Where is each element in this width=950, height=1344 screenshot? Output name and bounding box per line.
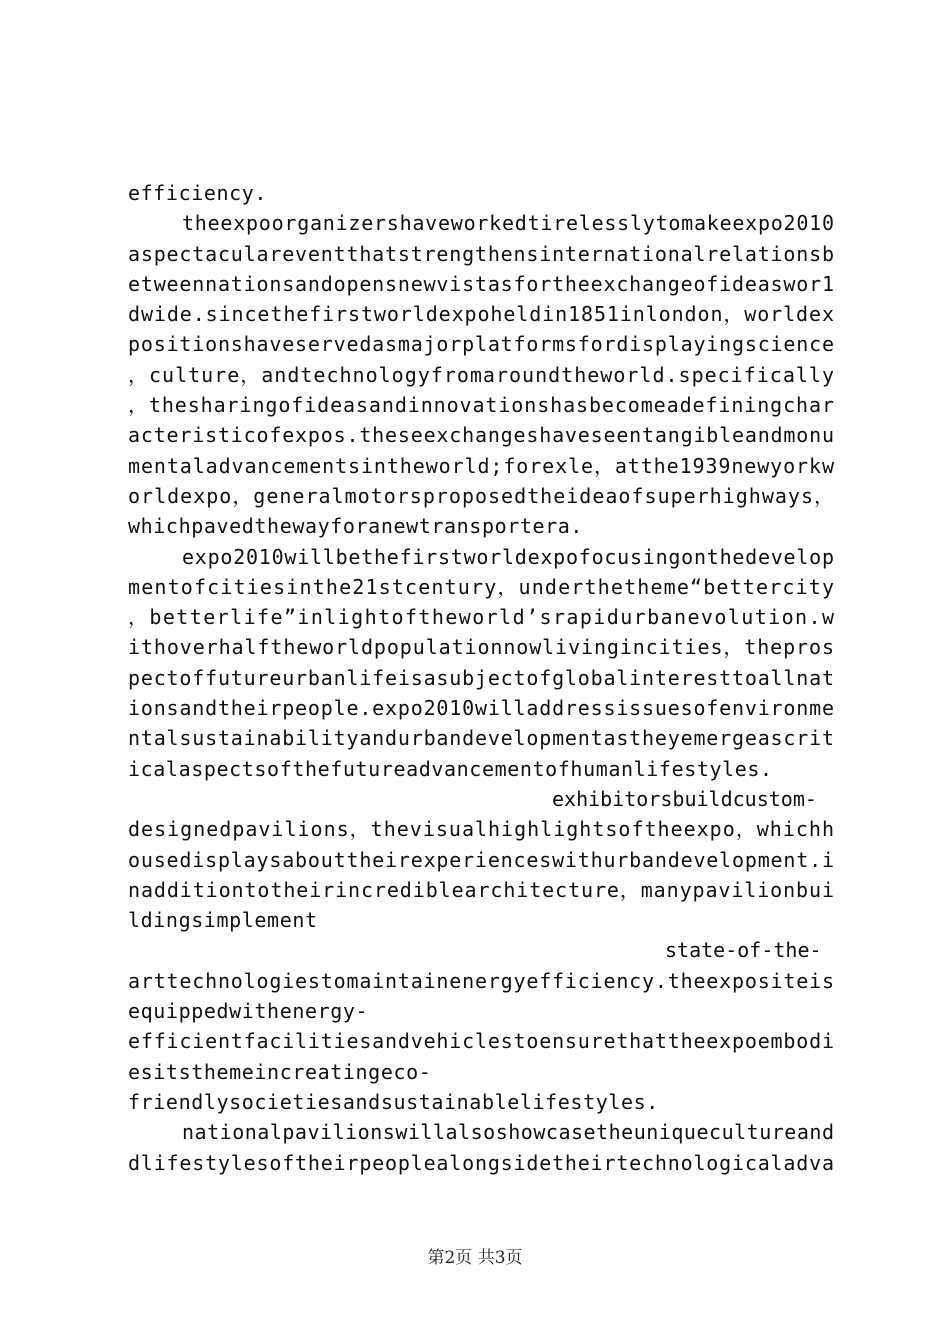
text-line: positionshaveservedasmajorplatformsfordisplayingscience bbox=[128, 332, 835, 357]
text-line: dlifestylesoftheirpeoplealongsidetheirtechnologicaladva bbox=[128, 1150, 835, 1175]
text-line: mentaladvancementsintheworld;forexle，atthe1939newyorkw bbox=[128, 453, 835, 478]
text-line: efficiency. bbox=[128, 181, 268, 205]
text-line: ithoverhalftheworldpopulationnowlivingincities，thepros bbox=[128, 635, 835, 660]
text-line: ，thesharingofideasandinnovationshasbecomeadefiningchar bbox=[128, 393, 835, 418]
text-line: nadditiontotheirincrediblearchitecture，manypavilionbui bbox=[128, 877, 835, 902]
page-footer: 第2页 共3页 bbox=[427, 1248, 523, 1268]
text-line: arttechnologiestomaintainenergyefficiency.theexpositeis bbox=[128, 968, 835, 993]
text-line: state-of-the- bbox=[665, 938, 822, 963]
text-line: friendlysocietiesandsustainablelifestyles. bbox=[128, 1089, 659, 1114]
text-line: nationalpavilionswillalsoshowcasetheuniquecultureand bbox=[182, 1120, 835, 1145]
text-line: orldexpo，generalmotorsproposedtheideaofsuperhighways， bbox=[128, 483, 835, 508]
text-line: pectoffutureurbanlifeisasubjectofglobalinteresttoallnat bbox=[128, 665, 835, 690]
text-line: efficientfacilitiesandvehiclestoensurethattheexpoembodi bbox=[128, 1029, 835, 1054]
text-line: ldingsimplement bbox=[128, 908, 318, 933]
text-line: mentofcitiesinthe21stcentury，underthetheme“bettercity bbox=[128, 574, 836, 599]
text-line: ntalsustainabilityandurbandevelopmentastheyemergeascrit bbox=[128, 726, 835, 751]
body-text bbox=[128, 178, 834, 1178]
text-line: ionsandtheirpeople.expo2010willaddressissuesofenvironme bbox=[128, 696, 835, 721]
text-line: expo2010willbethefirstworldexpofocusingonthedevelop bbox=[182, 544, 835, 569]
text-line: aspectaculareventthatstrengthensinternationalrelationsb bbox=[128, 241, 835, 266]
text-line: icalaspectsofthefutureadvancementofhumanlifestyles. bbox=[128, 756, 773, 781]
text-line: ousedisplaysabouttheirexperienceswithurbandevelopment.i bbox=[128, 847, 835, 872]
text-line: ，betterlife”inlightoftheworld’srapidurbanevolution.w bbox=[128, 605, 836, 630]
text-line: ，culture，andtechnologyfromaroundtheworld.specifically bbox=[128, 362, 835, 387]
text-line: acteristicofexpos.theseexchangeshaveseentangibleandmonu bbox=[128, 423, 835, 448]
text-line: dwide.sincethefirstworldexpoheldin1851inlondon，worldex bbox=[128, 302, 835, 327]
text-line: etweennationsandopensnewvistasfortheexchangeofideaswor1 bbox=[128, 271, 835, 296]
text-line: equippedwithenergy- bbox=[128, 999, 369, 1024]
text-line: esitsthemeincreatingeco- bbox=[128, 1059, 432, 1084]
text-line: designedpavilions，thevisualhighlightsoftheexpo，whichh bbox=[128, 817, 835, 842]
text-line: exhibitorsbuildcustom- bbox=[552, 786, 817, 811]
text-line: whichpavedthewayforanewtransportera. bbox=[128, 514, 584, 539]
text-line: theexpoorganizershaveworkedtirelesslytomakeexpo2010 bbox=[182, 211, 835, 236]
